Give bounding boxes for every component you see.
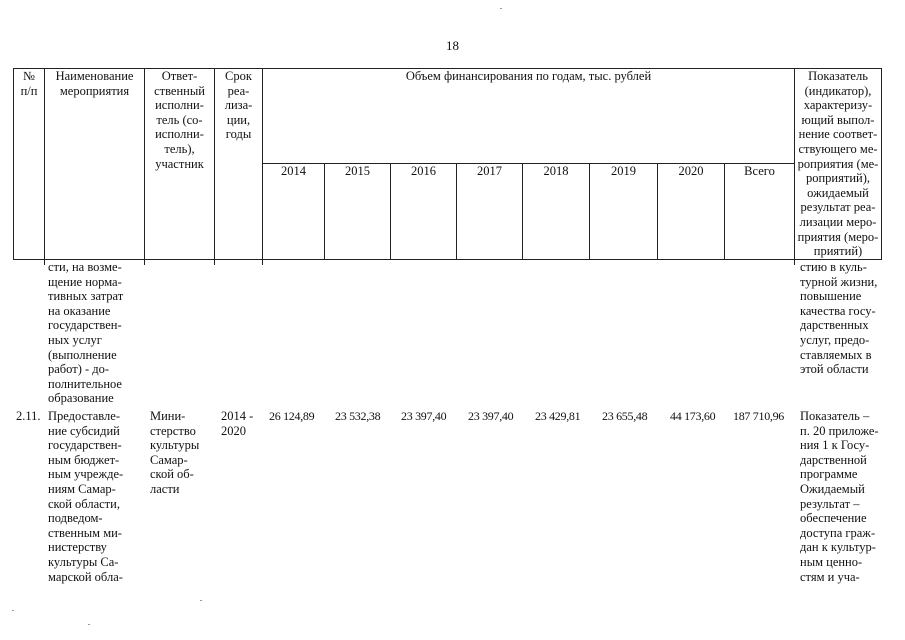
row-value-2015: 23 532,38 — [335, 409, 381, 423]
column-divider — [794, 257, 795, 265]
header-year-2014: 2014 — [263, 164, 325, 259]
header-col-name: Наименование мероприятия — [45, 69, 145, 260]
column-divider — [262, 257, 263, 265]
header-year-2016: 2016 — [391, 164, 457, 259]
header-year-2020: 2020 — [658, 164, 725, 259]
column-divider — [214, 257, 215, 265]
header-year-2015: 2015 — [325, 164, 391, 259]
column-divider — [144, 257, 145, 265]
header-col-funding: Объем финансирования по годам, тыс. рублей — [263, 69, 795, 164]
column-divider — [44, 257, 45, 265]
scan-speck — [500, 8, 502, 9]
row-value-2016: 23 397,40 — [401, 409, 447, 423]
continued-row-name: сти, на возме- щение норма- тивных затрат на оказание государствен- ных услуг (выполнение работ) - до- полнительное образование — [48, 260, 124, 406]
header-col-indicator: Показатель (индикатор), характеризу- ющий выпол- нение соответ- ствующего ме- роприятия (ме- роприятий), ожидаемый результат реа- лизации меро- приятия (меро- приятий) — [795, 69, 882, 260]
row-value-total: 187 710,96 — [733, 409, 785, 423]
header-col-term: Срок реа- лиза- ции, годы — [215, 69, 263, 260]
row-value-2020: 44 173,60 — [670, 409, 716, 423]
row-value-2014: 26 124,89 — [269, 409, 315, 423]
header-col-number: № п/п — [14, 69, 45, 260]
row-executor: Мини- стерство культуры Самар- ской об- ласти — [150, 409, 200, 496]
table-header — [13, 68, 882, 260]
row-value-2018: 23 429,81 — [535, 409, 581, 423]
scan-speck — [12, 610, 14, 611]
row-term: 2014 - 2020 — [221, 409, 254, 438]
header-year-2017: 2017 — [457, 164, 523, 259]
header-col-executor: Ответ- ственный исполни- тель (со- исполни- тель), участник — [145, 69, 215, 260]
scan-speck — [88, 624, 90, 625]
scan-speck — [200, 600, 202, 601]
header-year-total: Всего — [725, 164, 795, 259]
row-value-2017: 23 397,40 — [468, 409, 514, 423]
page-number: 18 — [446, 38, 459, 53]
continued-row-indicator: стию в куль- турной жизни, повышение качества госу- дарственных услуг, предо- ставляемых в этой области — [800, 260, 878, 377]
row-value-2019: 23 655,48 — [602, 409, 648, 423]
row-name: Предоставле- ние субсидий государствен- ным бюджет- ным учрежде- ниям Самар- ской области, подведом- ственным ми- нистерству культуры Са- марской обла- — [48, 409, 124, 584]
row-indicator: Показатель – п. 20 приложе- ния 1 к Госу- дарственной программе Ожидаемый результат – обеспечение доступа граж- дан к культур- ным ценно- стям и уча- — [800, 409, 879, 584]
row-number: 2.11. — [16, 409, 41, 423]
header-year-2018: 2018 — [523, 164, 590, 259]
header-year-2019: 2019 — [590, 164, 658, 259]
